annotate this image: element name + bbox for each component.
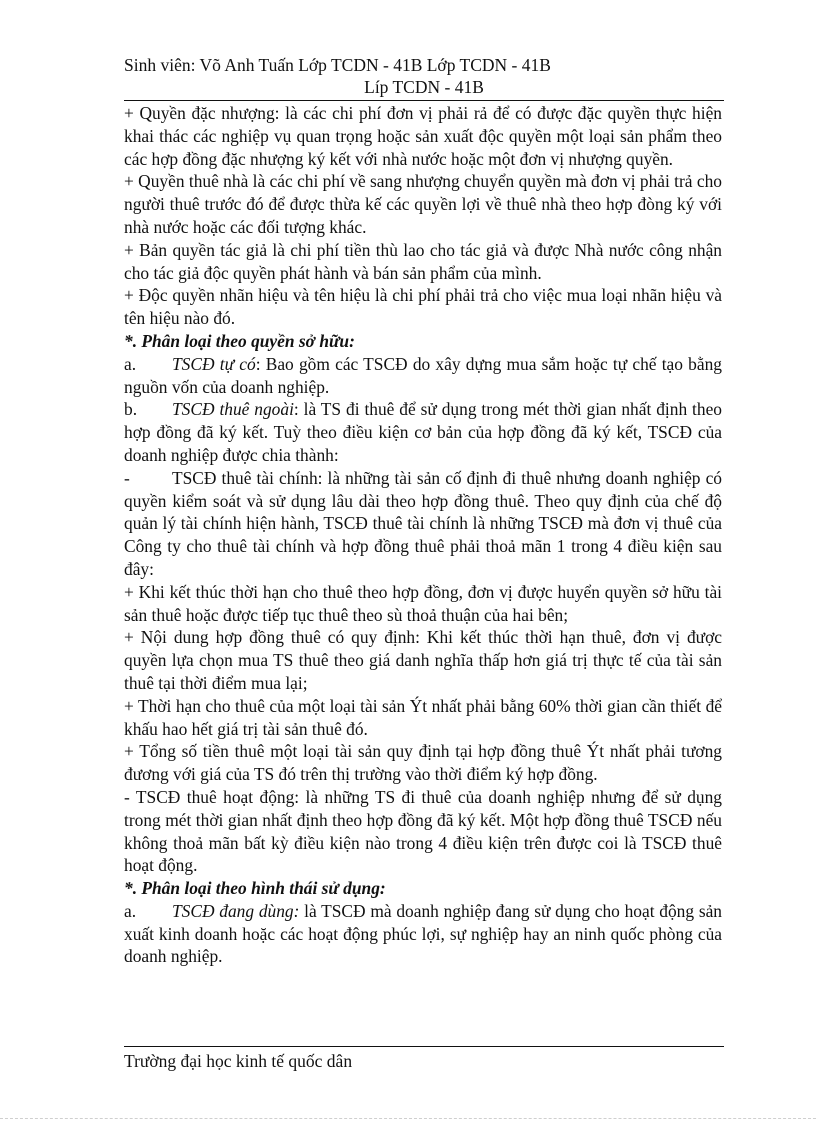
header-rule bbox=[124, 100, 724, 101]
header-class-line: Líp TCDN - 41B bbox=[364, 77, 484, 97]
item-marker: a. bbox=[124, 900, 137, 921]
item-finance-lease bbox=[124, 467, 722, 581]
item-text: TSCĐ thuê tài chính: là những tài sản cố định đi thuê nhưng doanh nghiệp có quyền kiểm soát và sử dụng lâu dài theo hợp đồng thuê. Theo quy định của chế độ quản lý tài chính hiện hành, TSCĐ thuê tài chính là những TSCĐ mà đơn vị thuê của Công ty cho thuê tài chính và hợp đồng thuê phải thoả mãn 1 trong 4 điều kiện sau đây: bbox=[124, 467, 722, 579]
document-body bbox=[124, 102, 722, 968]
item-owned-assets bbox=[124, 353, 722, 399]
heading-ownership-classification: *. Phân loại theo quyền sở hữu: bbox=[124, 330, 355, 351]
paragraph-copyright: + Bản quyền tác giả là chi phí tiền thù lao cho tác giả và được Nhà nước công nhận cho tác giả độc quyền phát hành và bán sản phẩm của mình. bbox=[124, 239, 722, 283]
condition-2: + Nội dung hợp đồng thuê có quy định: Khi kết thúc thời hạn thuê, đơn vị được quyền lựa chọn mua TS thuê theo giá danh nghĩa thấp hơn giá trị thực tế của tài sản thuê tại thời điểm mua lại; bbox=[124, 627, 722, 693]
item-text: : là TS đi thuê để sử dụng trong mét thời gian nhất định theo hợp đồng đã ký kết. Tuỳ theo điều kiện cơ bản của hợp đồng đã ký kết, TSCĐ của doanh nghiệp được chia thành: bbox=[124, 399, 722, 465]
heading-usage-classification: *. Phân loại theo hình thái sử dụng: bbox=[124, 878, 386, 899]
item-term: TSCĐ tự có bbox=[172, 353, 256, 374]
paragraph-lease-rights: + Quyền thuê nhà là các chi phí về sang nhượng chuyển quyền mà đơn vị phải trả cho người thuê trước đó để được thừa kế các quyền lợi về thuê nhà theo hợp đòng ký với nhà nước hoặc các đối tượng khác. bbox=[124, 171, 722, 237]
item-leased-assets bbox=[124, 398, 722, 466]
header-student-line: Sinh viên: Võ Anh Tuấn Lớp TCDN - 41B Lớp TCDN - 41B bbox=[124, 55, 551, 75]
item-assets-in-use bbox=[124, 900, 722, 968]
condition-3: + Thời hạn cho thuê của một loại tài sản Ýt nhất phải bằng 60% thời gian cần thiết để khấu hao hết giá trị tài sản thuê đó. bbox=[124, 695, 722, 739]
condition-4: + Tổng số tiền thuê một loại tài sản quy định tại hợp đồng thuê Ýt nhất phải tương đương với giá của TS đó trên thị trường vào thời điểm ký hợp đồng. bbox=[124, 741, 722, 785]
page-edge-divider bbox=[0, 1118, 816, 1119]
footer-rule bbox=[124, 1046, 724, 1047]
item-term: TSCĐ đang dùng: bbox=[172, 900, 300, 921]
item-text: là TSCĐ mà doanh nghiệp đang sử dụng cho hoạt động sản xuất kinh doanh hoặc các hoạt động phúc lợi, sự nghiệp hay an ninh quốc phòng của doanh nghiệp. bbox=[124, 900, 722, 967]
item-marker: - bbox=[124, 467, 130, 488]
footer-university: Trường đại học kinh tế quốc dân bbox=[124, 1051, 353, 1071]
paragraph-trademark: + Độc quyền nhãn hiệu và tên hiệu là chi phí phải trả cho việc mua loại nhãn hiệu và tên hiệu nào đó. bbox=[124, 285, 722, 329]
item-marker: a. bbox=[124, 353, 137, 374]
paragraph-operating-lease: - TSCĐ thuê hoạt động: là những TS đi thuê của doanh nghiệp nhưng để sử dụng trong mét thời gian nhất định theo hợp đồng đã ký kết. Một hợp đồng thuê TSCĐ nếu không thoả mãn bất kỳ điều kiện nào trong 4 điều kiện trên được coi là TSCĐ thuê hoạt động. bbox=[124, 786, 722, 876]
paragraph-franchise-rights: + Quyền đặc nhượng: là các chi phí đơn vị phải rả để có được đặc quyền thực hiện khai thác các nghiệp vụ quan trọng hoặc sản xuất độc quyền một loại sản phẩm theo các hợp đồng đặc nhượng ký kết với nhà nước hoặc một đơn vị nhượng quyền. bbox=[124, 103, 722, 169]
item-text: : Bao gồm các TSCĐ do xây dựng mua sắm hoặc tự chế tạo bằng nguồn vốn của doanh nghiệp. bbox=[124, 353, 722, 397]
item-marker: b. bbox=[124, 399, 138, 420]
item-term: TSCĐ thuê ngoài bbox=[172, 399, 294, 420]
condition-1: + Khi kết thúc thời hạn cho thuê theo hợp đồng, đơn vị được huyển quyền sở hữu tài sản thuê hoặc được tiếp tục thuê theo sù thoả thuận của hai bên; bbox=[124, 581, 722, 625]
